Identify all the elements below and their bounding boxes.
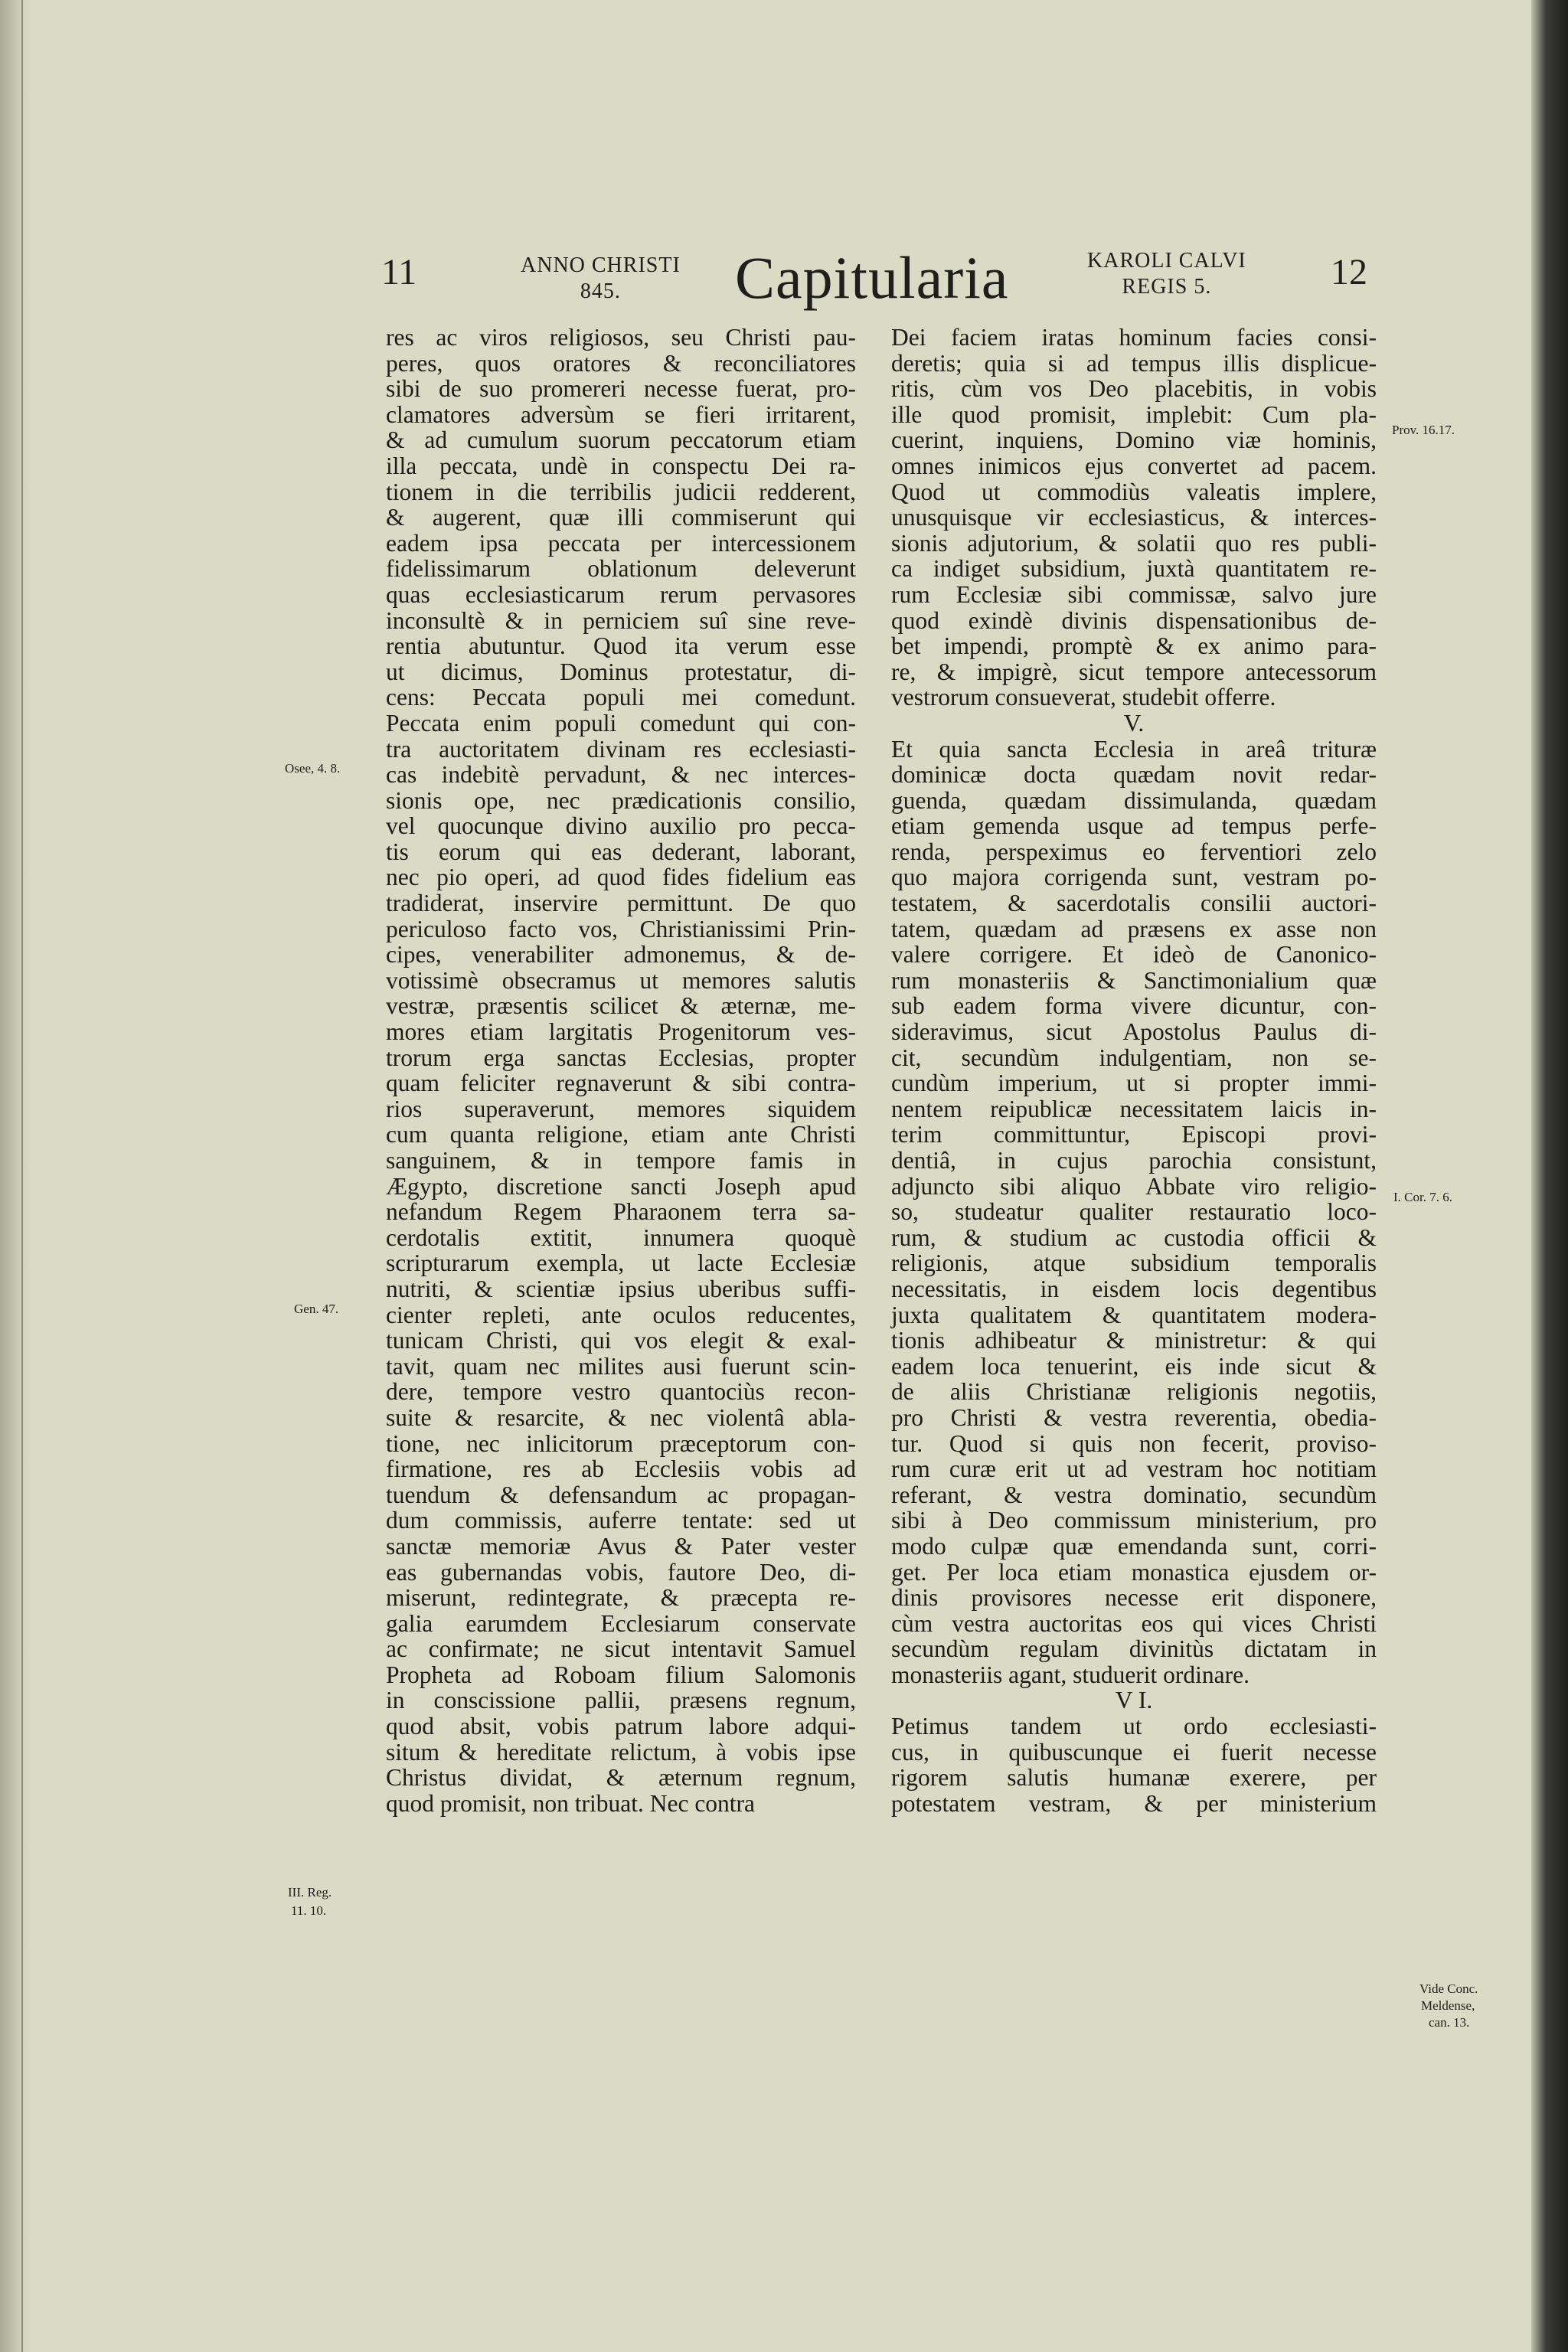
text-line: eadem loca tenuerint, eis inde sicut & bbox=[891, 1352, 1377, 1380]
text-line: ritis, cùm vos Deo placebitis, in vobis bbox=[891, 375, 1377, 403]
text-line: cienter repleti, ante oculos reducentes, bbox=[386, 1301, 856, 1328]
text-line: religionis, atque subsidium temporalis bbox=[891, 1250, 1377, 1277]
text-line: quo majora corrigenda sunt, vestram po- bbox=[891, 864, 1377, 891]
text-line: Ægypto, discretione sancti Joseph apud bbox=[386, 1172, 856, 1200]
text-line: cundùm imperium, ut si propter immi- bbox=[891, 1070, 1377, 1097]
margin-note-osee: Osee, 4. 8. bbox=[285, 761, 341, 776]
text-line: & augerent, quæ illi commiserunt qui bbox=[386, 504, 856, 531]
text-line: tur. Quod si quis non fecerit, proviso- bbox=[891, 1429, 1377, 1457]
text-line: fidelissimarum oblationum deleverunt bbox=[386, 555, 856, 583]
text-line: tis eorum qui eas dederant, laborant, bbox=[386, 838, 856, 865]
text-line: dominicæ docta quædam novit redar- bbox=[891, 761, 1377, 789]
text-line: mores etiam largitatis Progenitorum ves- bbox=[386, 1018, 856, 1046]
text-line: dere, tempore vestro quantociùs recon- bbox=[386, 1378, 856, 1406]
text-line: Dei faciem iratas hominum facies consi- bbox=[891, 324, 1377, 351]
text-line: cipes, venerabiliter admonemus, & de- bbox=[386, 941, 856, 969]
text-line: valere corrigere. Et ideò de Canonico- bbox=[891, 941, 1377, 969]
text-line: potestatem vestram, & per ministerium bbox=[891, 1789, 1377, 1817]
text-line: cerdotalis extitit, innumera quoquè bbox=[386, 1223, 856, 1251]
text-line: sanguinem, & in tempore famis in bbox=[386, 1147, 856, 1174]
text-line: dentiâ, in cujus parochia consistunt, bbox=[891, 1147, 1377, 1174]
text-line: Christus dividat, & æternum regnum, bbox=[386, 1764, 856, 1792]
page-number-left: 11 bbox=[381, 252, 417, 292]
text-line: tionem in die terribilis judicii redderent, bbox=[386, 478, 856, 505]
text-line: Propheta ad Roboam filium Salomonis bbox=[386, 1661, 856, 1688]
text-line: tione, nec inlicitorum præceptorum con- bbox=[386, 1429, 856, 1457]
margin-note-reg-1: III. Reg. bbox=[288, 1885, 332, 1900]
text-line: sionis adjutorium, & solatii quo res publi- bbox=[891, 529, 1377, 557]
page-number-right: 12 bbox=[1331, 252, 1367, 292]
text-line: peres, quos oratores & reconciliatores bbox=[386, 349, 856, 377]
margin-note-vide-1: Vide Conc. bbox=[1419, 1981, 1478, 1996]
text-line: vel quocunque divino auxilio pro pecca- bbox=[386, 812, 856, 840]
text-line: sionis ope, nec prædicationis consilio, bbox=[386, 786, 856, 814]
text-line: ac confirmate; ne sicut intentavit Samuel bbox=[386, 1635, 856, 1663]
text-line: renda, perspeximus eo ferventiori zelo bbox=[891, 838, 1377, 865]
text-line: cens: Peccata populi mei comedunt. bbox=[386, 684, 856, 711]
regis-line-2: REGIS 5. bbox=[1122, 275, 1212, 299]
text-line: secundùm regulam divinitùs dictatam in bbox=[891, 1635, 1377, 1663]
text-line: quod absit, vobis patrum labore adqui- bbox=[386, 1713, 856, 1740]
text-line: tuendum & defensandum ac propagan- bbox=[386, 1481, 856, 1508]
text-line: nefandum Regem Pharaonem terra sa- bbox=[386, 1198, 856, 1226]
text-line: adjuncto sibi aliquo Abbate viro religio- bbox=[891, 1172, 1377, 1200]
text-line: tatem, quædam ad præsens ex asse non bbox=[891, 915, 1377, 942]
text-line: & ad cumulum suorum peccatorum etiam bbox=[386, 426, 856, 454]
text-line: ut dicimus, Dominus protestatur, di- bbox=[386, 658, 856, 685]
text-line: guenda, quædam dissimulanda, quædam bbox=[891, 786, 1377, 814]
text-line: testatem, & sacerdotalis consilii auctori- bbox=[891, 890, 1377, 917]
left-text-column bbox=[386, 325, 856, 1816]
text-line: tradiderat, inservire permittunt. De quo bbox=[386, 890, 856, 917]
year-label bbox=[521, 253, 681, 305]
text-line: nutriti, & scientiæ ipsius uberibus suffi- bbox=[386, 1275, 856, 1302]
page-binding-shadow bbox=[0, 0, 31, 2352]
text-line: rentia abutuntur. Quod ita verum esse bbox=[386, 632, 856, 660]
margin-note-vide-3: can. 13. bbox=[1429, 2015, 1470, 2030]
text-line: rigorem salutis humanæ exerere, per bbox=[891, 1764, 1377, 1792]
regis-line-1: KAROLI CALVI bbox=[1087, 249, 1246, 273]
margin-note-reg-2: 11. 10. bbox=[291, 1903, 327, 1918]
text-line: quam feliciter regnaverunt & sibi contra- bbox=[386, 1070, 856, 1097]
margin-note-cor: I. Cor. 7. 6. bbox=[1393, 1190, 1452, 1204]
text-line: votissimè obsecramus ut memores salutis bbox=[386, 966, 856, 994]
text-line: sibi de suo promereri necesse fuerat, pro- bbox=[386, 375, 856, 403]
text-line: rum curæ erit ut ad vestram hoc notitiam bbox=[891, 1455, 1377, 1483]
text-line: get. Per loca etiam monastica ejusdem or- bbox=[891, 1558, 1377, 1586]
text-line: bet impendi, promptè & ex animo para- bbox=[891, 632, 1377, 660]
margin-note-gen: Gen. 47. bbox=[294, 1302, 339, 1316]
text-line: quod promisit, non tribuat. Nec contra bbox=[386, 1789, 756, 1817]
text-line: firmatione, res ab Ecclesiis vobis ad bbox=[386, 1455, 856, 1483]
text-line: vestræ, præsentis scilicet & æternæ, me- bbox=[386, 992, 856, 1020]
text-line: vestrorum consueverat, studebit offerre. bbox=[891, 684, 1276, 711]
text-line: Peccata enim populi comedunt qui con- bbox=[386, 709, 856, 737]
text-line: so, studeatur qualiter restauratio loco- bbox=[891, 1198, 1377, 1226]
margin-note-vide-2: Meldense, bbox=[1421, 1998, 1475, 2013]
text-line: deretis; quia si ad tempus illis displicue- bbox=[891, 349, 1377, 377]
text-line: nentem reipublicæ necessitatem laicis in- bbox=[891, 1095, 1377, 1122]
page-edge-shadow bbox=[1531, 0, 1568, 2352]
text-line: juxta qualitatem & quantitatem modera- bbox=[891, 1301, 1377, 1328]
text-line: res ac viros religiosos, seu Christi pau- bbox=[386, 324, 856, 351]
text-line: monasteriis agant, studuerit ordinare. bbox=[891, 1661, 1250, 1688]
text-line: galia earumdem Ecclesiarum conservate bbox=[386, 1609, 856, 1637]
text-line: in conscissione pallii, præsens regnum, bbox=[386, 1687, 856, 1714]
text-line: cùm vestra auctoritas eos qui vices Christi bbox=[891, 1609, 1377, 1637]
text-line: tionis adhibeatur & ministretur: & qui bbox=[891, 1327, 1377, 1354]
text-line: necessitatis, in eisdem locis degentibus bbox=[891, 1275, 1377, 1302]
text-line: rum Ecclesiæ sibi commissæ, salvo jure bbox=[891, 580, 1377, 608]
text-line: Petimus tandem ut ordo ecclesiasti- bbox=[891, 1713, 1377, 1740]
text-line: miserunt, redintegrate, & præcepta re- bbox=[386, 1584, 856, 1612]
text-line: tunicam Christi, qui vos elegit & exal- bbox=[386, 1327, 856, 1354]
text-line: situm & hereditate relictum, à vobis ipse bbox=[386, 1738, 856, 1766]
text-line: omnes inimicos ejus convertet ad pacem. bbox=[891, 452, 1377, 479]
text-line: sanctæ memoriæ Avus & Pater vester bbox=[386, 1532, 856, 1560]
text-line: dum commissis, auferre tentate: sed ut bbox=[386, 1507, 856, 1534]
text-line: illa peccata, undè in conspectu Dei ra- bbox=[386, 452, 856, 479]
section-number: V. bbox=[1123, 709, 1145, 737]
text-line: ille quod promisit, implebit: Cum pla- bbox=[891, 400, 1377, 428]
running-header bbox=[0, 0, 1539, 322]
text-line: Quod ut commodiùs valeatis implere, bbox=[891, 478, 1377, 505]
text-line: pro Christi & vestra reverentia, obedia- bbox=[891, 1403, 1377, 1431]
margin-note-prov: Prov. 16.17. bbox=[1392, 423, 1455, 437]
text-line: Et quia sancta Ecclesia in areâ trituræ bbox=[891, 735, 1377, 763]
section-number: V I. bbox=[1115, 1687, 1153, 1714]
text-line: cas indebitè pervadunt, & nec interces- bbox=[386, 761, 856, 789]
text-line: quod exindè divinis dispensationibus de- bbox=[891, 606, 1377, 634]
text-line: terim committuntur, Episcopi provi- bbox=[891, 1121, 1377, 1148]
page-title: Capitularia bbox=[735, 244, 1009, 311]
text-line: etiam gemenda usque ad tempus perfe- bbox=[891, 812, 1377, 840]
year-line-1: ANNO CHRISTI bbox=[521, 253, 681, 277]
text-line: eas gubernandas vobis, fautore Deo, di- bbox=[386, 1558, 856, 1586]
text-line: rios superaverunt, memores siquidem bbox=[386, 1095, 856, 1122]
text-line: periculoso facto vos, Christianissimi Prin- bbox=[386, 915, 856, 942]
text-line: cus, in quibuscunque ei fuerit necesse bbox=[891, 1738, 1377, 1766]
text-line: sub eadem forma vivere dicuntur, con- bbox=[891, 992, 1377, 1020]
text-line: sideravimus, sicut Apostolus Paulus di- bbox=[891, 1018, 1377, 1046]
year-line-2: 845. bbox=[580, 279, 621, 303]
text-line: cuerint, inquiens, Domino viæ hominis, bbox=[891, 426, 1377, 454]
text-line: rum monasteriis & Sanctimonialium quæ bbox=[891, 966, 1377, 994]
text-line: unusquisque vir ecclesiasticus, & interces- bbox=[891, 504, 1377, 531]
text-line: suite & resarcite, & nec violentâ abla- bbox=[386, 1403, 856, 1431]
binding-line bbox=[21, 0, 23, 2352]
regis-label bbox=[1087, 248, 1246, 300]
text-line: sibi à Deo commissum ministerium, pro bbox=[891, 1507, 1377, 1534]
text-line: ca indiget subsidium, juxtà quantitatem re- bbox=[891, 555, 1377, 583]
text-line: referant, & vestra dominatio, secundùm bbox=[891, 1481, 1377, 1508]
text-line: eadem ipsa peccata per intercessionem bbox=[386, 529, 856, 557]
text-line: rum, & studium ac custodia officii & bbox=[891, 1223, 1377, 1251]
text-line: dinis provisores necesse erit disponere, bbox=[891, 1584, 1377, 1612]
text-line: re, & impigrè, sicut tempore antecessorum bbox=[891, 658, 1377, 685]
text-line: scripturarum exempla, ut lacte Ecclesiæ bbox=[386, 1250, 856, 1277]
text-line: nec pio operi, ad quod fides fidelium eas bbox=[386, 864, 856, 891]
text-line: de aliis Christianæ religionis negotiis, bbox=[891, 1378, 1377, 1406]
text-line: quas ecclesiasticarum rerum pervasores bbox=[386, 580, 856, 608]
text-line: tra auctoritatem divinam res ecclesiasti- bbox=[386, 735, 856, 763]
text-line: tavit, quam nec milites ausi fuerunt scin- bbox=[386, 1352, 856, 1380]
text-line: inconsultè & in perniciem suî sine reve- bbox=[386, 606, 856, 634]
text-line: trorum erga sanctas Ecclesias, propter bbox=[386, 1044, 856, 1071]
text-line: cit, secundùm indulgentiam, non se- bbox=[891, 1044, 1377, 1071]
text-line: clamatores adversùm se fieri irritarent, bbox=[386, 400, 856, 428]
text-line: modo culpæ quæ emendanda sunt, corri- bbox=[891, 1532, 1377, 1560]
text-line: cum quanta religione, etiam ante Christi bbox=[386, 1121, 856, 1148]
right-text-column bbox=[891, 325, 1377, 1816]
